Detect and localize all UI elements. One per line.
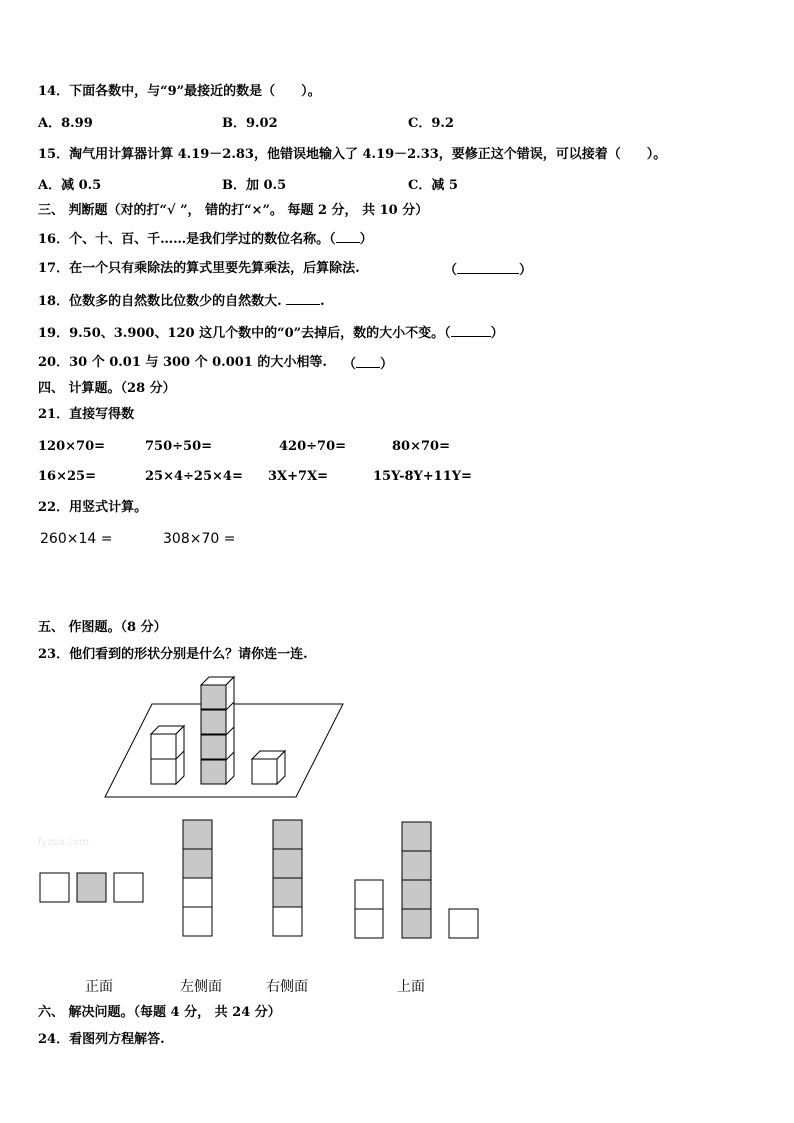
q21-item-5: 16×25= [38,469,96,484]
q22-item-1: 260×14 = [40,531,113,547]
q19-text: 19．9.50、3.900、120 这几个数中的“0”去掉后，数的大小不变。（ [38,326,451,341]
section-6-title: 六、 解决问题。（每题 4 分， 共 24 分） [38,1005,281,1020]
q15-option-b: B．加 0.5 [222,178,287,193]
q18-text: 18．位数多的自然数比位数少的自然数大. [38,294,282,309]
q14-option-b: B．9.02 [222,116,278,131]
q19-close: ） [490,326,504,341]
q21-item-3: 420÷70= [279,439,347,454]
q20-open: （ [343,357,357,372]
section-3-title: 三、 判断题（对的打“√ ”， 错的打“×”。 每题 2 分， 共 10 分） [38,203,429,218]
view-option-1[interactable] [40,873,143,902]
q14-option-a: A．8.99 [38,116,93,131]
q16-close: ） [359,232,373,247]
q18-end: . [320,294,325,309]
q21-title: 21．直接写得数 [38,407,135,422]
label-front[interactable]: 正面 [85,979,113,995]
q15-option-a: A．减 0.5 [38,178,102,193]
watermark: fyzoo.com [38,837,90,848]
q23-title: 23．他们看到的形状分别是什么？请你连一连. [38,647,308,662]
q22-item-2: 308×70 = [163,531,236,547]
q14-stem: 14．下面各数中，与“9”最接近的数是（ ）。 [38,84,321,99]
cube-stack-left [151,726,184,784]
section-4-title: 四、 计算题。（28 分） [38,381,176,396]
q16-text: 16．个、十、百、千……是我们学过的数位名称。（ [38,232,336,247]
q15-stem: 15．淘气用计算器计算 4.19－2.83，他错误地输入了 4.19－2.33，要修正这个错误，可以接着（ ）。 [38,147,667,162]
label-top[interactable]: 上面 [397,979,425,995]
q21-item-7: 3X+7X= [268,469,329,484]
q21-item-8: 15Y-8Y+11Y= [373,469,472,484]
q20-close: ） [380,357,394,372]
label-right-side[interactable]: 右侧面 [266,979,308,995]
q17-close: ） [519,263,533,278]
view-option-2[interactable] [183,820,212,936]
cube-single-right [252,751,285,784]
q21-item-6: 25×4÷25×4= [145,469,243,484]
q17-open: （ [444,263,458,278]
label-left-side[interactable]: 左侧面 [180,979,222,995]
q21-item-2: 750÷50= [145,439,213,454]
view-option-3[interactable] [273,820,302,936]
q21-item-4: 80×70= [392,439,450,454]
q20-text: 20．30 个 0.01 与 300 个 0.001 的大小相等. [38,355,327,370]
q14-option-c: C．9.2 [408,116,454,131]
q21-item-1: 120×70= [38,439,106,454]
section-5-title: 五、 作图题。（8 分） [38,620,167,635]
view-option-4[interactable] [355,822,478,938]
q22-title: 22．用竖式计算。 [38,500,148,515]
q24-title: 24．看图列方程解答. [38,1032,165,1047]
q17-text: 17．在一个只有乘除法的算式里要先算乘法，后算除法. [38,261,360,276]
q15-option-c: C．减 5 [408,178,458,193]
cube-stack-center [201,677,234,784]
